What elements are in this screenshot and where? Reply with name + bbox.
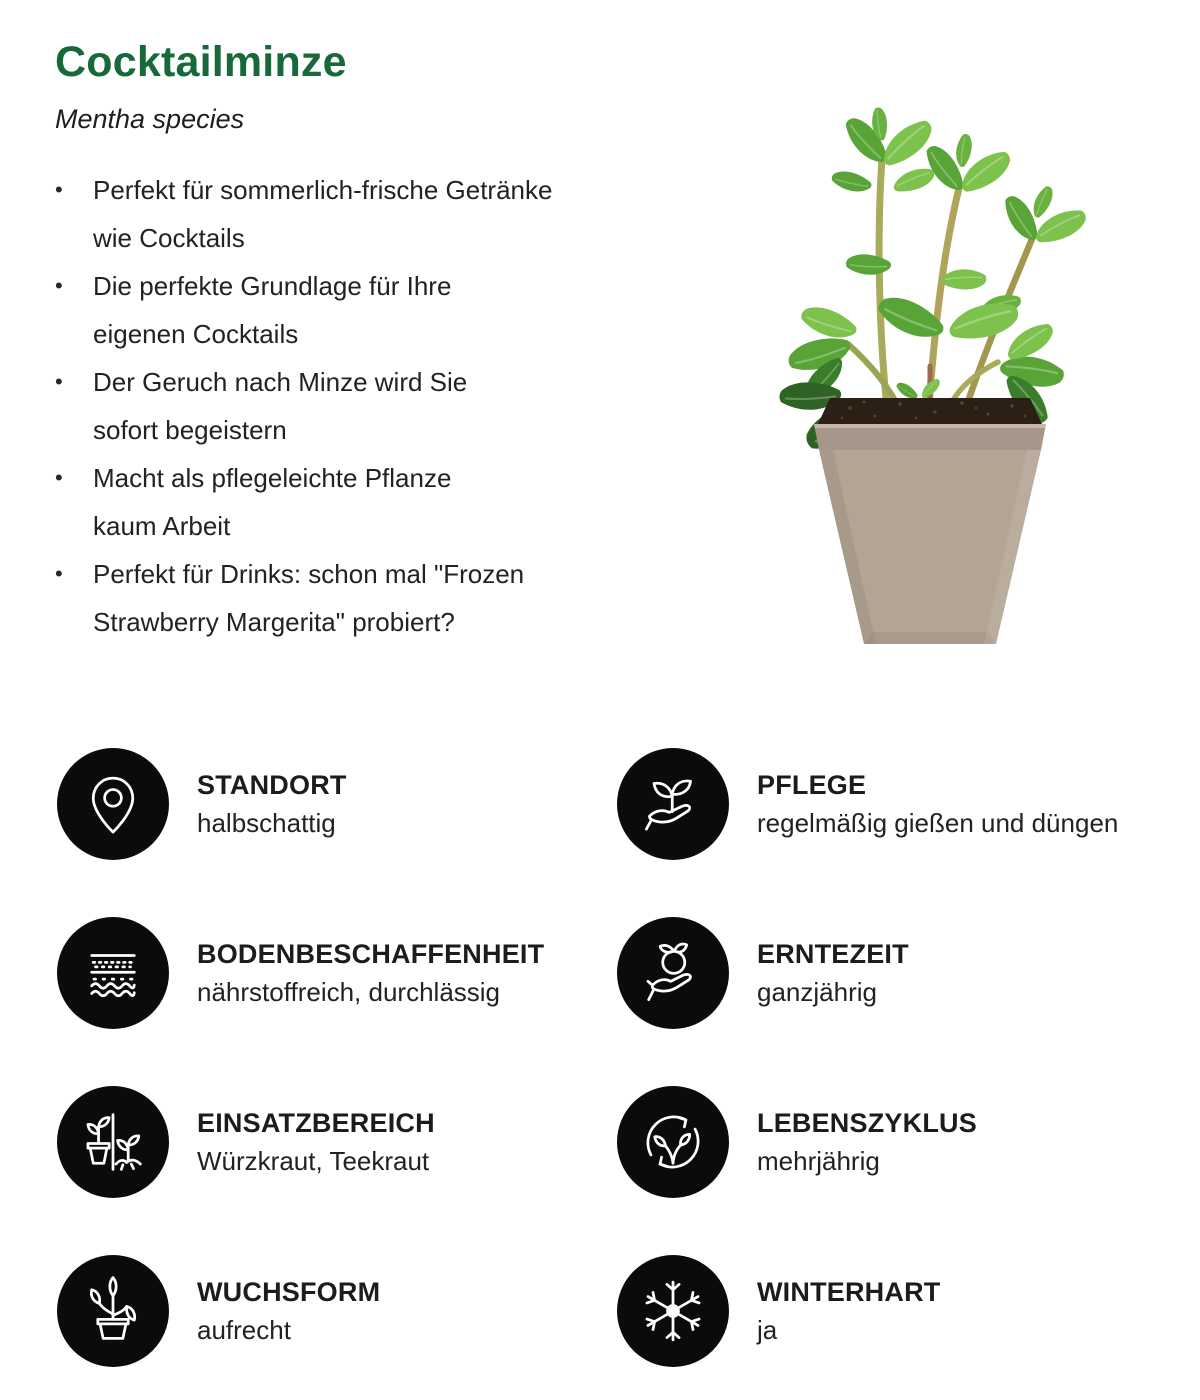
list-item [55, 550, 615, 646]
bullet-text: eigenen Cocktails [93, 319, 299, 349]
bullet-text: Macht als pflegeleichte Pflanze [93, 463, 452, 493]
feature-value: halbschattig [197, 807, 336, 838]
pot-and-sprout-icon [57, 1086, 169, 1198]
list-item [55, 262, 615, 358]
feature-value: regelmäßig gießen und düngen [757, 807, 1119, 838]
feature-title: LEBENSZYKLUS [757, 1107, 977, 1138]
list-item [55, 166, 615, 262]
feature-value: nährstoffreich, durchlässig [197, 976, 501, 1007]
feature-bodenbeschaffenheit [57, 917, 617, 1029]
bullet-marker: • [55, 465, 63, 490]
feature-lebenszyklus [617, 1086, 1157, 1198]
feature-value: aufrecht [197, 1314, 291, 1345]
bullet-text: Perfekt für Drinks: schon mal "Frozen [93, 559, 525, 589]
feature-value: Würzkraut, Teekraut [197, 1145, 430, 1176]
nursery-pot [814, 398, 1046, 644]
feature-value: mehrjährig [757, 1145, 880, 1176]
bullet-text: Perfekt für sommerlich-frische Getränke [93, 175, 553, 205]
bullet-text: kaum Arbeit [93, 511, 231, 541]
bullet-marker: • [55, 273, 63, 298]
feature-value: ganzjährig [757, 976, 877, 1007]
list-item [55, 454, 615, 550]
feature-title: BODENBESCHAFFENHEIT [197, 938, 545, 969]
feature-einsatzbereich [57, 1086, 617, 1198]
feature-pflege [617, 748, 1157, 860]
feature-value: ja [757, 1314, 778, 1345]
feature-title: WUCHSFORM [197, 1276, 381, 1307]
feature-title: EINSATZBEREICH [197, 1107, 435, 1138]
page-title: Cocktailminze [55, 38, 347, 86]
feature-title: PFLEGE [757, 769, 867, 800]
feature-title: STANDORT [197, 769, 347, 800]
soil-layers-icon [57, 917, 169, 1029]
feature-title: ERNTEZEIT [757, 938, 909, 969]
location-pin-icon [57, 748, 169, 860]
bullet-marker: • [55, 177, 63, 202]
cycle-plant-icon [617, 1086, 729, 1198]
bullet-marker: • [55, 561, 63, 586]
snowflake-icon [617, 1255, 729, 1367]
bullet-text: wie Cocktails [93, 223, 245, 253]
stems [848, 158, 1034, 422]
feature-erntezeit [617, 917, 1157, 1029]
bullet-text: Strawberry Margerita" probiert? [93, 607, 455, 637]
hand-seedling-icon [617, 748, 729, 860]
mint-plant-illustration [730, 66, 1130, 666]
bullet-text: Die perfekte Grundlage für Ihre [93, 271, 452, 301]
list-item [55, 358, 615, 454]
highlights-list [55, 166, 615, 646]
feature-winterhart [617, 1255, 1157, 1367]
potted-plant-icon [57, 1255, 169, 1367]
plant-photo [730, 66, 1130, 666]
hand-fruit-icon [617, 917, 729, 1029]
bullet-text: Der Geruch nach Minze wird Sie [93, 367, 468, 397]
features-grid [57, 748, 1157, 1367]
feature-standort [57, 748, 617, 860]
feature-title: WINTERHART [757, 1276, 941, 1307]
bullet-text: sofort begeistern [93, 415, 287, 445]
species-subtitle: Mentha species [55, 104, 245, 134]
bullet-marker: • [55, 369, 63, 394]
feature-wuchsform [57, 1255, 617, 1367]
